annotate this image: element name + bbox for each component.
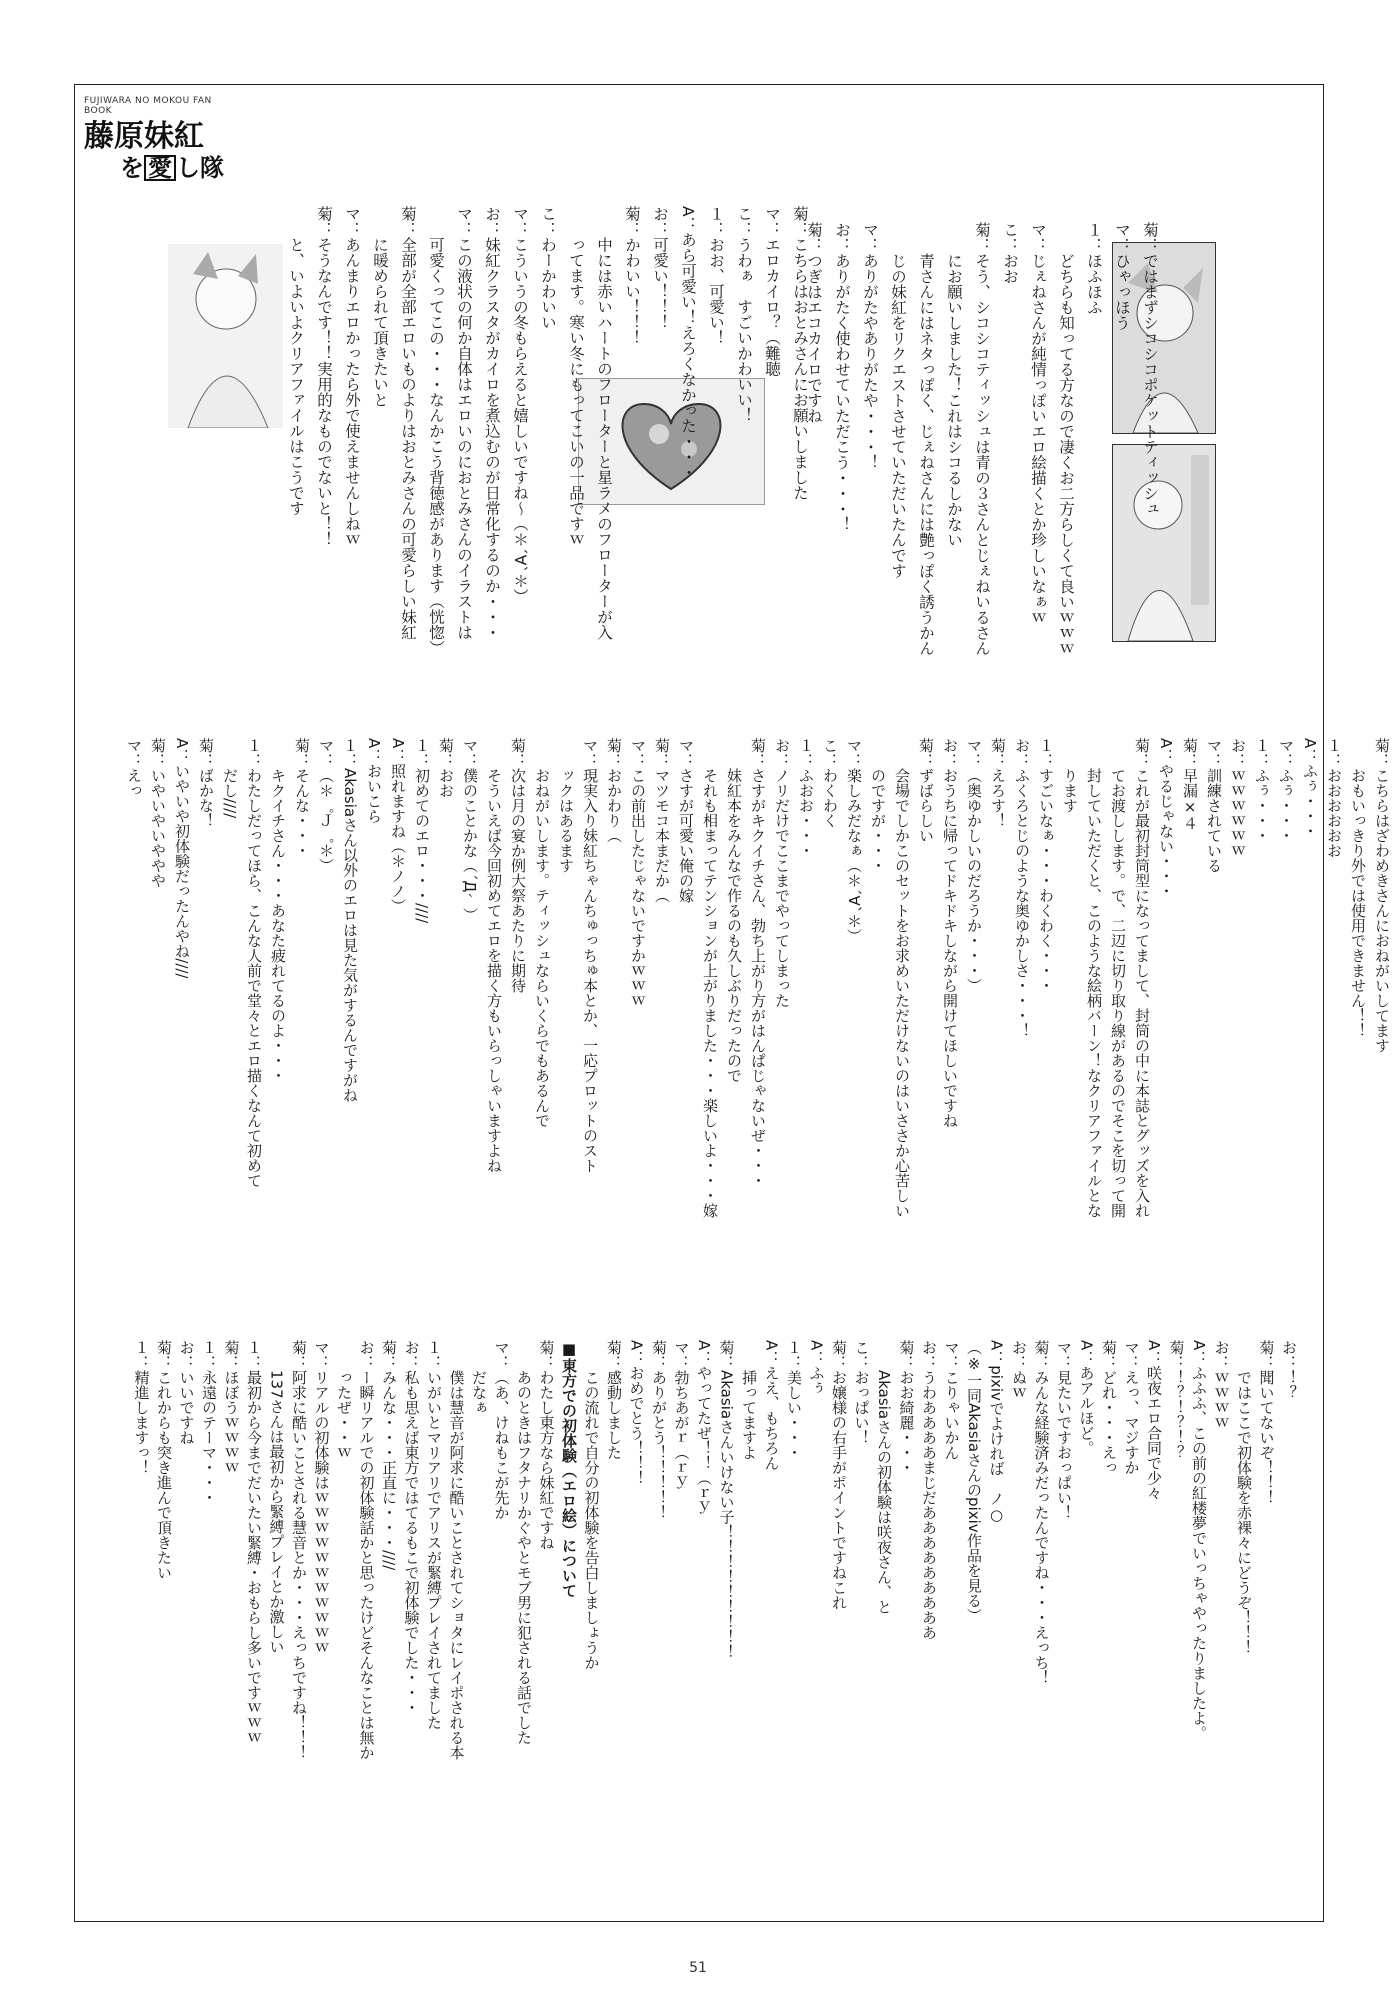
dialogue-line: ってます。寒い冬にもってこいの一品ですｗ (567, 206, 585, 547)
dialogue-line: １：ほふほふ (1085, 222, 1103, 315)
dialogue-line: １：精進しますっ！ (132, 1340, 151, 1475)
logo-title-sub-pre: を (120, 153, 144, 182)
dialogue-line: Akasiaさんの初体験は咲夜さん、と (875, 1340, 893, 1615)
dialogue-line: １：おお、可愛い！ (707, 206, 725, 346)
section-heading: ■東方での初体験（エロ絵）について (560, 1340, 578, 1598)
dialogue-line: マ：リアルの初体験はｗｗｗｗｗｗｗｗｗｗｗ (312, 1340, 331, 1655)
dialogue-line: マ：この前出したじゃないですかｗｗｗ (629, 738, 647, 1008)
dialogue-line: A：ええ、もちろん (762, 1340, 781, 1471)
dialogue-line: 菊：これからも突き進んで頂きたい (155, 1340, 173, 1580)
dialogue-line: 挿ってますよ (740, 1340, 758, 1460)
logo-title: 藤原妹紅 (84, 119, 204, 154)
dialogue-line: お：ー瞬リアルでの初体験話かと思ったけどそんなことは無か (357, 1340, 376, 1760)
dialogue-line: 僕は慧音が阿求に酷いことされてショタにレイポされる本 (447, 1340, 466, 1760)
dialogue-line: 菊：おお綺麗・・・ (897, 1340, 916, 1475)
dialogue-line: １：永遠のテーマ・・・ (200, 1340, 218, 1505)
dialogue-line: 菊：えろす！ (989, 738, 1007, 828)
dialogue-line: 菊：そうなんです！！実用的なものでないと！！ (315, 206, 333, 547)
dialogue-line: お：私も思えば東方ではてるもこで初体験でした・・・ (402, 1340, 421, 1715)
dialogue-line: 菊：さすがキクイチさん、勃ち上がり方がはんぱじゃないぜ・・・ (749, 738, 767, 1188)
dialogue-line: 菊：こちらはざわめきさんにおねがいしてます (1373, 738, 1391, 1053)
dialogue-line: こ：おっぱい！ (852, 1340, 871, 1445)
dialogue-line: マ：エロカイロ？（難聴 (763, 206, 781, 377)
dialogue-line: 菊：！？！？！？ (1167, 1340, 1186, 1460)
dialogue-line: A：pixivでよければ ノ○ (987, 1340, 1006, 1524)
dialogue-line: 会場でしかこのセットをお求めいただけないのはいささか心苦しい (893, 738, 911, 1218)
dialogue-line: マ：ふぅ・・・ (1277, 738, 1295, 843)
dialogue-line: マ：ありがたやありがたや・・・！ (861, 222, 879, 470)
dialogue-line: マ：（あ、けねもこが先か (492, 1340, 511, 1520)
dialogue-line: 菊：マツモコ本まだか（ (653, 738, 671, 903)
dialogue-line: マ：勃ちあがｒ（ｒｙ (672, 1340, 691, 1490)
dialogue-line: だし//// (221, 738, 239, 819)
dialogue-line: お：ぬｗ (1010, 1340, 1028, 1400)
dialogue-line: １：ふおお・・・ (797, 738, 815, 858)
dialogue-line: 菊：感動しました (605, 1340, 623, 1460)
dialogue-line: A：ふぅ (807, 1340, 826, 1396)
dialogue-line: マ：楽しみだなぁ（＊´∀`＊） (845, 738, 863, 944)
dialogue-line: おもいっきり外では使用できません！！ (1349, 738, 1367, 1038)
dialogue-line: お：おうちに帰ってドキドキしながら開けてほしいですね (941, 738, 959, 1128)
dialogue-line: A：ふふふ、この前の紅楼夢でいっちゃやったりましたよ。 (1190, 1340, 1208, 1741)
logo-title-sub-box: 愛 (144, 155, 176, 181)
dialogue-line: 菊：阿求に酷いことされる慧音とか・・・えっちですね！！！ (290, 1340, 308, 1760)
dialogue-line: A：おいこら (365, 738, 383, 824)
dialogue-line: A：やるじゃない・・・ (1157, 738, 1175, 899)
dialogue-line: お：ふくろとじのような奥ゆかしさ・・・！ (1013, 738, 1031, 1038)
dialogue-line: マ：こういうの冬もらえると嬉しいですね～（＊´∀`＊） (511, 206, 529, 605)
dialogue-line: マ：（奥ゆかしいのだろうか・・・） (965, 738, 983, 993)
dialogue-line: お：ありがたく使わせていただこう・・・！ (833, 222, 851, 532)
dialogue-line: お：ノリだけでここまでやってしまった (773, 738, 791, 1008)
dialogue-line: A：いやいや初体験だったんやね//// (173, 738, 191, 979)
dialogue-line: ります (1061, 738, 1079, 813)
dialogue-line: １：ふぅ・・・ (1253, 738, 1271, 843)
dialogue-line: 菊：みんな経験済みだったんですね・・・えっち！ (1032, 1340, 1051, 1685)
dialogue-line: お：妹紅クラスタがカイロを煮込むのが日常化するのか・・・ (483, 206, 501, 640)
dialogue-line: A：ふぅ・・・ (1301, 738, 1319, 839)
dialogue-line: 菊：そう、シコシコティッシュは青の３さんとじぇねいるさん (973, 222, 991, 656)
dialogue-line: A：照れますね（＊ノノ） (389, 738, 407, 914)
dialogue-section-4 (130, 1340, 1300, 1880)
dialogue-line: 菊：みんな・・・正直に・・・//// (380, 1340, 398, 1571)
logo-title-sub-post: し隊 (176, 153, 224, 182)
dialogue-line: のですが・・・ (869, 738, 887, 873)
dialogue-line: １：すごいなぁ・・・わくわく・・・ (1037, 738, 1055, 993)
dialogue-line: １：おおおおおお (1325, 738, 1343, 858)
dialogue-line: こ：おお (1001, 222, 1019, 284)
dialogue-line: 菊：そんな・・・ (293, 738, 311, 858)
dialogue-line: マ：じぇねさんが純情っぽいエロ絵描くとか珍しいなぁｗ (1029, 222, 1047, 625)
dialogue-line: 菊：ありがとう！！！！！ (650, 1340, 668, 1520)
dialogue-section-2 (282, 206, 814, 766)
dialogue-line: 中には赤いハートのフローターと星ラメのフローターが入 (595, 206, 613, 640)
dialogue-line: 菊：わたし東方なら妹紅ですね (537, 1340, 556, 1550)
dialogue-line: A：あアルほど。 (1077, 1340, 1096, 1456)
dialogue-line: にお願いしました！これはシコるしかない (945, 222, 963, 548)
dialogue-line: 菊：お嬢様の右手がポイントですねこれ (830, 1340, 848, 1610)
dialogue-line: 菊：おお (437, 738, 455, 798)
dialogue-line: 菊：どれ・・・えっ (1100, 1340, 1118, 1475)
dialogue-line: マ：僕のことかな（´Д｀） (461, 738, 479, 923)
dialogue-line: お：可愛い！！！ (651, 206, 669, 330)
dialogue-line: あのときはフタナリかぐやとモブ男に犯される話でした (515, 1340, 533, 1745)
dialogue-line: 可愛くってこの・・・なんかこう背徳感があります（恍惚） (427, 206, 445, 656)
dialogue-line: どちらも知ってる方なので凄くお二方らしくて良いｗｗｗ (1057, 222, 1075, 656)
dialogue-line: お：ｗｗｗｗｗｗ (1229, 738, 1247, 858)
dialogue-line: お：いいですね (177, 1340, 196, 1445)
dialogue-line: マ：この液状の何か自体はエロいのにおとみさんのイラストは (455, 206, 473, 640)
dialogue-line: １：初めてのエロ・・・//// (413, 738, 431, 924)
dialogue-line: 菊：おかわり（ (605, 738, 623, 843)
dialogue-line: に暖められて頂きたいと (371, 206, 389, 408)
dialogue-line: ではここで初体験を赤裸々にどうぞ！！！ (1235, 1340, 1253, 1655)
dialogue-line: A：あら可愛い！えろくなかった・・・ (679, 206, 697, 481)
book-logo (84, 96, 234, 226)
dialogue-line: １：最初から今までだいたい緊縛・おもらし多いですｗｗｗ (245, 1340, 263, 1745)
dialogue-line: マ：ひゃっほう (1113, 222, 1131, 331)
dialogue-line: じの妹紅をリクエストさせていただいたんです (889, 222, 907, 579)
dialogue-line: A：おめでとう！！！ (627, 1340, 646, 1486)
dialogue-line: マ：えっ (125, 738, 143, 798)
dialogue-line: 菊：かわいい！！！ (623, 206, 641, 346)
dialogue-line: ったぜ・・ｗ (335, 1340, 353, 1460)
dialogue-line: A：やってたぜ！！（ｒｙ (695, 1340, 713, 1516)
dialogue-line: １：美しい・・・ (785, 1340, 803, 1460)
dialogue-line: キクイチさん・・・あなた疲れてるのよ・・・ (269, 738, 287, 1083)
dialogue-line: 菊：こちらはおとみさんにお願いしました (791, 206, 809, 501)
dialogue-section-3 (122, 738, 1394, 1298)
dialogue-line: 菊：聞いてないぞ！！！ (1257, 1340, 1276, 1505)
dialogue-line: 青さんにはネタっぽく、じぇねさんには艶っぽく誘うかん (917, 222, 935, 656)
dialogue-line: 菊：いやいやいややや (149, 738, 167, 888)
dialogue-line: 封していただくと、このような絵柄バーン！なクリアファイルとな (1085, 738, 1103, 1218)
dialogue-line: だなぁ (470, 1340, 488, 1415)
dialogue-line: （※一同Akasiaさんのpixiv作品を見る） (965, 1340, 983, 1623)
dialogue-line: マ：（＊゜Ｊ゜＊） (317, 738, 335, 873)
dialogue-line: １：いがいとマリアリでアリスが緊縛プレイされてました (425, 1340, 443, 1730)
dialogue-line: 菊：ほぼうｗｗｗｗ (222, 1340, 241, 1475)
dialogue-line: A：咲夜エロ合同で少々 (1145, 1340, 1163, 1501)
dialogue-line: マ：見たいですおっぱい！ (1055, 1340, 1073, 1520)
dialogue-line: マ：えっ、マジすか (1122, 1340, 1141, 1475)
clearfile-image (168, 244, 283, 428)
dialogue-line: 菊：全部が全部エロいものよりはおとみさんの可愛らしい妹紅 (399, 206, 417, 640)
dialogue-line: こ：わくわく (821, 738, 839, 828)
dialogue-line: こ：わーかわいい (539, 206, 557, 330)
dialogue-line: 菊：ではまずシコシコポケットティッシュ (1141, 222, 1159, 517)
dialogue-line: 菊：Akasiaさんいけない子！！！！！！！！！ (717, 1340, 736, 1660)
dialogue-line: 菊：次は月の宴か例大祭あたりに期待 (509, 738, 527, 993)
dialogue-line: こ：うわぁ すごいかわいい！ (735, 206, 753, 423)
dialogue-line: この流れで自分の初体験を告白しましょうか (582, 1340, 601, 1670)
page-number: 51 (689, 1960, 707, 1976)
dialogue-line: ックはあるます (557, 738, 575, 873)
dialogue-line: マ：さすが可愛い俺の嫁 (677, 738, 695, 903)
dialogue-line: お：！？ (1280, 1340, 1298, 1400)
dialogue-line: お：うわああああまじだあああああああああ (920, 1340, 938, 1640)
dialogue-line: お：ｗｗｗｗ (1212, 1340, 1231, 1430)
dialogue-line: 妹紅本をみんなで作るのも久しぶりだったので (725, 738, 743, 1083)
dialogue-line: 菊：ばかな！ (197, 738, 215, 828)
logo-subtitle: FUJIWARA NO MOKOU FAN BOOK (84, 96, 212, 116)
dialogue-line: マ：訓練されている (1205, 738, 1223, 873)
dialogue-line: 菊：ずばらしい (917, 738, 935, 843)
dialogue-section-1 (800, 222, 1164, 656)
dialogue-line: おねがいします。ティッシュならいくらでもあるんで (533, 738, 551, 1128)
dialogue-line: マ：こりゃいかん (942, 1340, 961, 1460)
logo-title-sub (84, 154, 234, 182)
dialogue-line: と、いよいよクリアファイルはこうです (287, 206, 305, 516)
dialogue-line: マ：あんまりエロかったら外で使えませんしねｗ (343, 206, 361, 547)
dialogue-line: マ：現実入り妹紅ちゃんちゅっちゅ本とか、一応プロットのスト (581, 738, 599, 1173)
dialogue-line: 菊：つぎはエコカイロですね (805, 222, 823, 424)
dialogue-line: それも相まってテンションが上がりました・・・楽しいよ・・・嫁 (701, 738, 719, 1218)
dialogue-line: そういえば今回初めてエロを描く方もいらっしゃいますよね (485, 738, 503, 1173)
dialogue-line: １：わたしだってほら、こんな人前で堂々とエロ描くなんて初めて (245, 738, 263, 1188)
dialogue-line: 菊：これが最初封筒型になってまして、封筒の中に本誌とグッズを入れ (1133, 738, 1151, 1218)
dialogue-line: 菊：早漏×４ (1181, 738, 1199, 831)
dialogue-line: 137さんは最初から緊縛プレイとか激しい (267, 1340, 286, 1654)
dialogue-line: １：Akasiaさん以外のエロは見た気がするんですがね (341, 738, 359, 1103)
dialogue-line: てお渡しします。で、二辺に切り取り線があるのでそこを切って開 (1109, 738, 1127, 1218)
